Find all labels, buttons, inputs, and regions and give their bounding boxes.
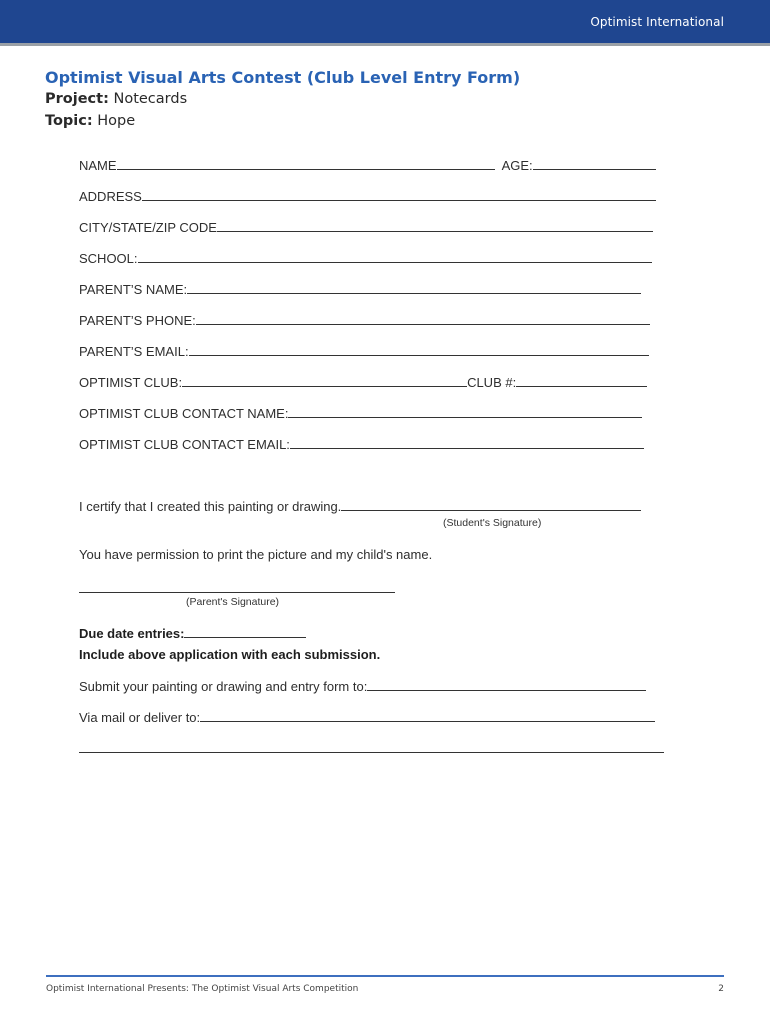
- age-field[interactable]: [533, 157, 656, 170]
- school-label: SCHOOL:: [79, 251, 138, 266]
- name-row: [79, 157, 656, 173]
- club-number-field[interactable]: [516, 374, 647, 387]
- page-number: 2: [718, 984, 724, 994]
- submit-to-field[interactable]: [367, 678, 646, 691]
- name-label: NAME: [79, 158, 117, 173]
- parent-email-field[interactable]: [189, 343, 649, 356]
- club-row: [79, 374, 647, 390]
- include-note: Include above application with each submission.: [79, 647, 381, 662]
- contact-name-field[interactable]: [288, 405, 642, 418]
- topic-value: Hope: [92, 113, 136, 129]
- name-field[interactable]: [117, 157, 495, 170]
- parent-signature-row: [79, 580, 395, 596]
- club-number-label: CLUB #:: [467, 375, 517, 390]
- header-org-name: Optimist International: [590, 15, 724, 29]
- contact-email-label: OPTIMIST CLUB CONTACT EMAIL:: [79, 437, 290, 452]
- submit-text: Submit your painting or drawing and entry form to:: [79, 679, 368, 694]
- parent-name-row: [79, 281, 641, 297]
- student-signature-field[interactable]: [341, 498, 641, 511]
- via-field[interactable]: [200, 709, 655, 722]
- contact-email-field[interactable]: [290, 436, 644, 449]
- due-date-row: [79, 625, 306, 641]
- footer-text: Optimist International Presents: The Optimist Visual Arts Competition: [46, 984, 359, 994]
- parent-name-label: PARENT’S NAME:: [79, 282, 188, 297]
- footer-rule: [46, 975, 724, 977]
- address-label: ADDRESS: [79, 189, 142, 204]
- parent-signature-caption: (Parent's Signature): [186, 596, 280, 608]
- parent-signature-field[interactable]: [79, 580, 395, 593]
- school-row: [79, 250, 652, 266]
- due-date-field[interactable]: [184, 625, 306, 638]
- certify-text: I certify that I created this painting or drawing.: [79, 499, 342, 514]
- topic-label: Topic:: [45, 113, 93, 129]
- parent-name-field[interactable]: [187, 281, 641, 294]
- parent-phone-field[interactable]: [196, 312, 650, 325]
- submit-row: [79, 678, 646, 694]
- city-label: CITY/STATE/ZIP CODE: [79, 220, 217, 235]
- via-row: [79, 709, 655, 725]
- extra-address-field[interactable]: [79, 740, 664, 753]
- parent-phone-label: PARENT’S PHONE:: [79, 313, 196, 328]
- certify-row: [79, 498, 641, 514]
- city-field[interactable]: [217, 219, 653, 232]
- contact-name-label: OPTIMIST CLUB CONTACT NAME:: [79, 406, 289, 421]
- form-title: Optimist Visual Arts Contest (Club Level Entry Form): [45, 68, 521, 87]
- contact-name-row: [79, 405, 642, 421]
- contact-email-row: [79, 436, 644, 452]
- via-text: Via mail or deliver to:: [79, 710, 201, 725]
- header-bar: [0, 0, 770, 46]
- extra-line-row: [79, 740, 664, 756]
- project-line: [45, 91, 187, 107]
- permission-text: You have permission to print the picture and my child's name.: [79, 547, 433, 562]
- school-field[interactable]: [138, 250, 652, 263]
- address-row: [79, 188, 656, 204]
- address-field[interactable]: [142, 188, 656, 201]
- parent-email-row: [79, 343, 649, 359]
- due-date-label: Due date entries:: [79, 626, 185, 641]
- parent-email-label: PARENT’S EMAIL:: [79, 344, 189, 359]
- project-label: Project:: [45, 91, 109, 107]
- age-label: AGE:: [501, 158, 533, 173]
- club-field[interactable]: [182, 374, 467, 387]
- topic-line: [45, 113, 135, 129]
- city-row: [79, 219, 653, 235]
- project-value: Notecards: [108, 91, 188, 107]
- student-signature-caption: (Student's Signature): [443, 517, 542, 529]
- parent-phone-row: [79, 312, 650, 328]
- club-label: OPTIMIST CLUB:: [79, 375, 183, 390]
